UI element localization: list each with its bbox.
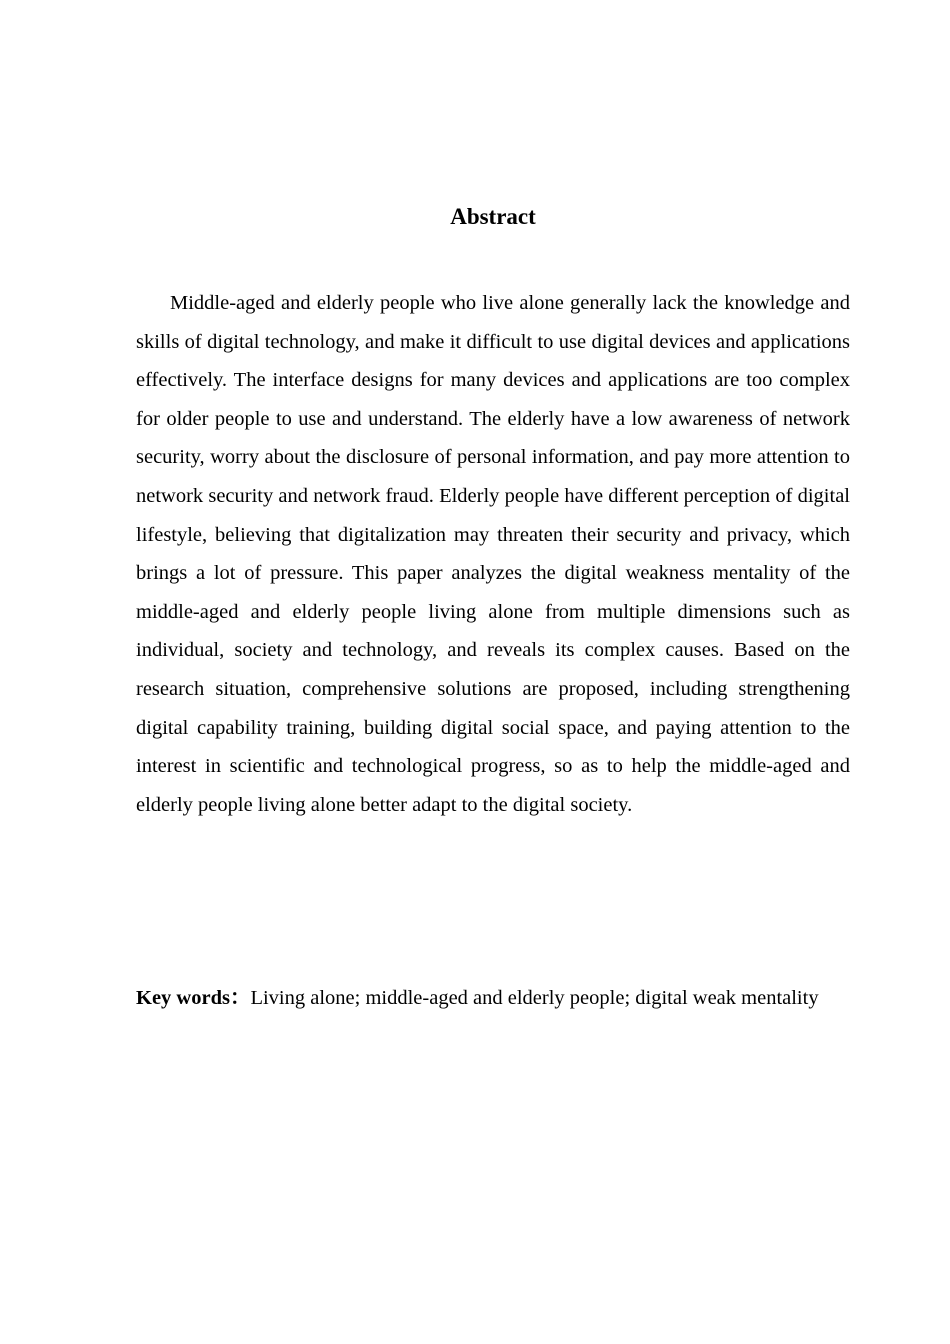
abstract-title: Abstract — [450, 204, 536, 229]
abstract-body: Middle-aged and elderly people who live alone generally lack the knowledge and skills of digital technology, and make it difficult to use digital devices and applications effectively. The interface designs for many devices and applications are too complex for older people to use and understand. The elderly have a low awareness of network security, worry about the disclosure of personal information, and pay more attention to network security and network fraud. Elderly people have different perception of digital lifestyle, believing that digitalization may threaten their security and privacy, which brings a lot of pressure. This paper analyzes the digital weakness mentality of the middle-aged and elderly people living alone from multiple dimensions such as individual, society and technology, and reveals its complex causes. Based on the research situation, comprehensive solutions are proposed, including strengthening digital capability training, building digital social space, and paying attention to the interest in scientific and technological progress, so as to help the middle-aged and elderly people living alone better adapt to the digital society. — [136, 292, 850, 816]
keywords-label: Key words： — [136, 987, 251, 1009]
keywords-text: Living alone; middle-aged and elderly people; digital weak mentality — [250, 987, 819, 1009]
keywords-paragraph — [136, 979, 850, 1018]
